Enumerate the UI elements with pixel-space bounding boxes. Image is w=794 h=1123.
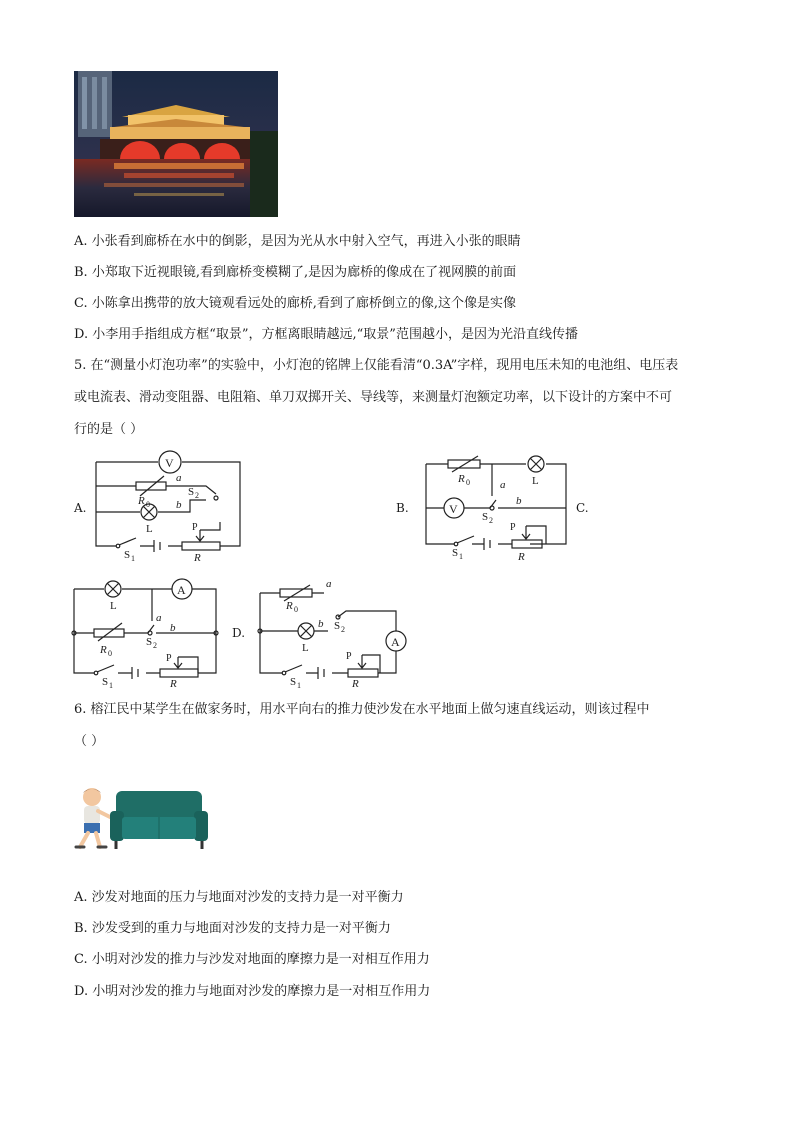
svg-text:b: b [516,495,522,507]
svg-text:a: a [176,472,182,484]
circuit-a-label: A. [74,501,87,515]
svg-text:S: S [482,511,489,523]
svg-text:P: P [510,522,516,533]
svg-text:1: 1 [459,552,463,561]
circuit-a-diagram [88,450,248,565]
q5-stem-line-3: 行的是（ ） [74,422,144,437]
svg-text:A: A [391,635,400,649]
svg-text:1: 1 [297,681,301,690]
svg-text:R: R [518,551,525,563]
svg-text:R: R [352,678,359,690]
svg-text:P: P [192,522,198,533]
q4-option-b: B. 小郑取下近视眼镜,看到廊桥变模糊了,是因为廊桥的像成在了视网膜的前面 [74,265,517,280]
q4-option-a: A. 小张看到廊桥在水中的倒影，是因为光从水中射入空气，再进入小张的眼睛 [74,234,521,249]
svg-text:R: R [286,600,293,612]
svg-text:2: 2 [195,491,199,500]
svg-text:0: 0 [108,649,112,658]
svg-text:1: 1 [109,681,113,690]
svg-text:L: L [532,475,539,487]
q6-option-b: B. 沙发受到的重力与地面对沙发的支持力是一对平衡力 [74,921,391,936]
q6-stem-line-1: 6. 榕江民中某学生在做家务时，用水平向右的推力使沙发在水平地面上做匀速直线运动，则该过程中 [74,702,650,717]
circuit-c-diagram [66,575,226,690]
q6-stem-line-2: （ ） [74,734,105,749]
svg-text:1: 1 [131,554,135,563]
svg-text:S: S [146,636,153,648]
circuit-d-diagram [252,577,412,692]
circuit-b-diagram [420,452,575,564]
svg-text:L: L [110,600,117,612]
rheostat-r [182,542,220,550]
svg-text:0: 0 [466,478,470,487]
svg-text:a: a [326,578,332,590]
svg-text:S: S [102,676,109,688]
svg-text:S: S [124,549,131,561]
svg-text:P: P [166,653,172,664]
svg-text:S: S [452,547,459,559]
q5-stem-line-2: 或电流表、滑动变阻器、电阻箱、单刀双掷开关、导线等，来测量灯泡额定功率，以下设计的方案中不可 [74,390,673,405]
svg-text:V: V [449,502,458,516]
bridge-night-photo [74,71,278,217]
svg-text:L: L [302,642,309,654]
q4-option-c: C. 小陈拿出携带的放大镜观看远处的廊桥,看到了廊桥倒立的像,这个像是实像 [74,296,517,311]
svg-text:R: R [170,678,177,690]
svg-text:2: 2 [489,516,493,525]
svg-text:S: S [290,676,297,688]
circuit-d-label-marker: D. [232,626,246,640]
svg-text:b: b [176,499,182,511]
svg-text:S: S [188,486,195,498]
rheostat-r [348,669,378,677]
svg-text:R: R [138,495,145,507]
svg-text:b: b [318,618,324,630]
svg-text:2: 2 [153,641,157,650]
q6-option-c: C. 小明对沙发的推力与沙发对地面的摩擦力是一对相互作用力 [74,952,430,967]
svg-text:S: S [334,620,341,632]
child-pushing-sofa-illustration [70,785,210,855]
resistance-box-r0 [136,482,166,490]
svg-text:R: R [100,644,107,656]
svg-text:L: L [146,523,153,535]
voltmeter-symbol: V [165,456,174,470]
svg-text:R: R [194,552,201,564]
q5-stem-line-1: 5. 在“测量小灯泡功率”的实验中，小灯泡的铭牌上仅能看清“0.3A”字样，现用电压未知的电池组、电压表 [74,358,679,373]
svg-text:A: A [177,583,186,597]
circuit-c-label-marker: C. [576,501,589,515]
svg-text:2: 2 [341,625,345,634]
svg-text:0: 0 [146,500,150,509]
q6-option-a: A. 沙发对地面的压力与地面对沙发的支持力是一对平衡力 [74,890,404,905]
svg-text:a: a [156,612,162,624]
svg-text:a: a [500,479,506,491]
svg-text:R: R [458,473,465,485]
svg-text:P: P [346,651,352,662]
svg-text:0: 0 [294,605,298,614]
q4-option-d: D. 小李用手指组成方框“取景”，方框离眼睛越远,“取景”范围越小，是因为光沿直线传播 [74,327,578,342]
svg-text:b: b [170,622,176,634]
rheostat-r [160,669,198,677]
circuit-b-label: B. [396,501,409,515]
q6-option-d: D. 小明对沙发的推力与地面对沙发的摩擦力是一对相互作用力 [74,984,431,999]
